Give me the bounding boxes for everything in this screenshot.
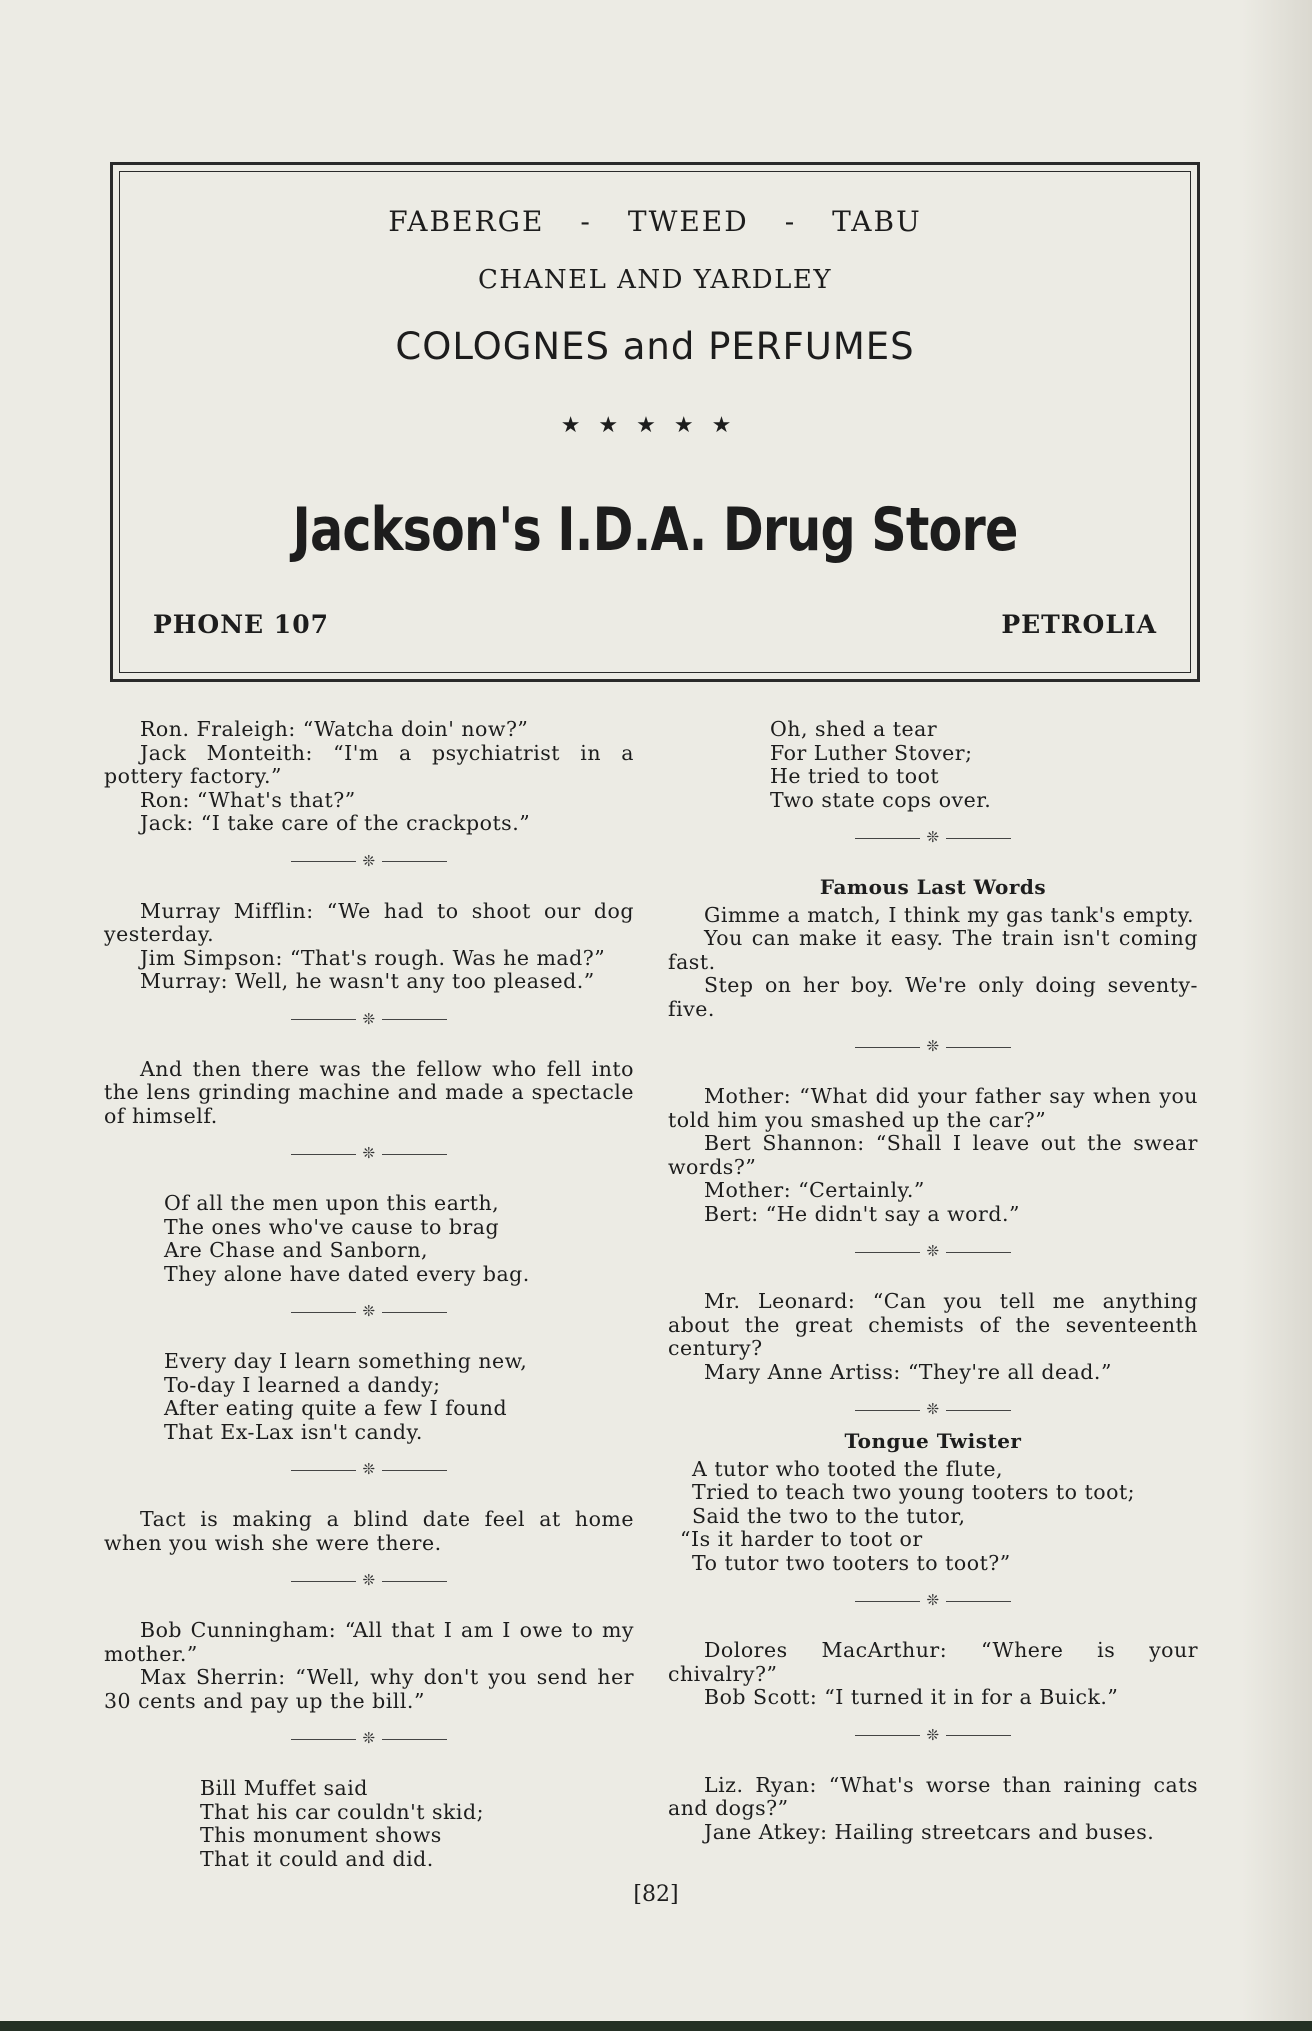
verse-line: This monument shows <box>200 1823 442 1847</box>
joke-line: Murray: Well, he wasn't any too pleased.” <box>140 969 595 993</box>
verse-line: A tutor who tooted the flute, <box>692 1456 1004 1481</box>
verse-line: That Ex-Lax isn't candy. <box>164 1419 423 1444</box>
section-divider: ❊ <box>668 1035 1198 1057</box>
joke-line: Bob Cunningham: “All that I am I owe to my mother.” <box>104 1618 634 1666</box>
section-divider: ❊ <box>668 1240 1198 1262</box>
joke-chemists <box>668 1290 1198 1384</box>
verse-line: Two state cops over. <box>770 787 992 812</box>
joke-line: Ron. Fraleigh: “Watcha doin' now?” <box>140 717 529 741</box>
section-divider: ❊ <box>104 1727 634 1749</box>
joke-line: Mother: “Certainly.” <box>704 1178 925 1202</box>
verse-line: That his car couldn't skid; <box>200 1799 484 1824</box>
verse-line: Said the two to the tutor, <box>692 1503 966 1528</box>
verse-line: They alone have dated every bag. <box>164 1261 530 1286</box>
verse-line: Tried to teach two young tooters to toot; <box>692 1480 1136 1504</box>
verse-line: He tried to toot <box>770 764 940 788</box>
brand-separator: - <box>784 205 797 238</box>
brand-separator: - <box>580 205 592 238</box>
joke-line: Jack: “I take care of the crackpots.” <box>140 811 531 835</box>
verse-chase-sanborn <box>104 1192 634 1286</box>
section-divider: ❊ <box>104 1300 634 1322</box>
verse-line: To tutor two tooters to toot?” <box>692 1550 1011 1575</box>
heading-tongue-twister: Tongue Twister <box>844 1429 1022 1453</box>
joke-swear-words <box>668 1085 1198 1226</box>
joke-line: Bob Scott: “I turned it in for a Buick.” <box>704 1685 1119 1709</box>
page-number: [82] <box>633 1882 679 1907</box>
joke-line: Step on her boy. We're only doing seventy-five. <box>668 973 1198 1021</box>
verse-line: Oh, shed a tear <box>770 717 938 741</box>
section-divider: ❊ <box>104 1142 634 1164</box>
joke-crackpots <box>104 718 634 836</box>
joke-raining <box>668 1774 1198 1845</box>
section-divider: ❊ <box>668 826 1198 848</box>
verse-line: For Luther Stover; <box>770 740 973 765</box>
verse-line: After eating quite a few I found <box>164 1396 508 1420</box>
verse-line: Every day I learn something new, <box>164 1349 528 1373</box>
joke-line: Bert: “He didn't say a word.” <box>704 1201 1020 1226</box>
joke-line: Mother: “What did your father say when you told him you smashed up the car?” <box>668 1084 1198 1132</box>
tongue-twister <box>668 1458 1198 1576</box>
section-divider: ❊ <box>104 1008 634 1030</box>
joke-line: Dolores MacArthur: “Where is your chivalry?” <box>668 1638 1198 1686</box>
joke-line: Mary Anne Artiss: “They're all dead.” <box>704 1359 1112 1384</box>
verse-line: Bill Muffet said <box>200 1776 368 1800</box>
joke-line: Max Sherrin: “Well, why don't you send her 30 cents and pay up the bill.” <box>104 1665 634 1713</box>
joke-line: Jack Monteith: “I'm a psychiatrist in a pottery factory.” <box>104 740 634 788</box>
joke-line: Murray Mifflin: “We had to shoot our dog yesterday. <box>104 898 634 946</box>
section-divider: ❊ <box>668 1724 1198 1746</box>
brand-tweed: TWEED <box>627 205 749 238</box>
joke-chivalry <box>668 1639 1198 1710</box>
page-edge-shadow <box>1242 0 1312 2031</box>
verse-line: Are Chase and Sanborn, <box>164 1238 429 1262</box>
verse-line: To-day I learned a dandy; <box>164 1372 441 1397</box>
verse-ex-lax <box>104 1350 634 1444</box>
section-divider: ❊ <box>104 1569 634 1591</box>
verse-line: That it could and did. <box>200 1846 434 1871</box>
heading-famous-last-words: Famous Last Words <box>819 875 1047 899</box>
joke-line: Mr. Leonard: “Can you tell me anything about the great chemists of the seventeenth century? <box>668 1289 1198 1360</box>
verse-line: “Is it harder to toot or <box>680 1527 923 1551</box>
joke-line: Liz. Ryan: “What's worse than raining cats and dogs?” <box>668 1772 1198 1820</box>
section-divider: ❊ <box>668 1398 1198 1420</box>
ad-store-name: Jackson's I.D.A. Drug Store <box>292 495 1018 565</box>
drug-store-advertisement <box>110 162 1200 682</box>
joke-line: Jane Atkey: Hailing streetcars and buses. <box>704 1819 1155 1844</box>
brand-tabu: TABU <box>832 205 922 238</box>
joke-spectacle: And then there was the fellow who fell into the lens grinding machine and made a spectacle of himself. <box>104 1056 634 1128</box>
ad-town: PETROLIA <box>1001 610 1157 639</box>
verse-line: The ones who've cause to brag <box>164 1214 500 1239</box>
verse-luther-stover <box>668 718 1198 812</box>
left-column <box>104 718 634 1871</box>
joke-dog <box>104 900 634 994</box>
scan-bottom-edge <box>0 2021 1312 2031</box>
right-column <box>668 718 1198 1844</box>
verse-bill-muffet <box>104 1777 634 1871</box>
joke-mother-bill <box>104 1619 634 1713</box>
joke-line: Jim Simpson: “That's rough. Was he mad?” <box>140 945 606 970</box>
ad-phone: PHONE 107 <box>153 610 329 639</box>
joke-line: You can make it easy. The train isn't coming fast. <box>668 926 1198 974</box>
section-divider: ❊ <box>668 1589 1198 1611</box>
joke-tact: Tact is making a blind date feel at home when you wish she were there. <box>104 1507 634 1555</box>
brand-faberge: FABERGE <box>388 205 545 238</box>
famous-last-words <box>668 904 1198 1022</box>
ad-chanel-line: CHANEL AND YARDLEY <box>478 265 832 295</box>
verse-line: Of all the men upon this earth, <box>164 1191 500 1215</box>
ad-stars: ★★★★★ <box>560 413 750 438</box>
ad-colognes-line: COLOGNES and PERFUMES <box>395 325 915 368</box>
joke-line: Ron: “What's that?” <box>140 787 356 812</box>
section-divider: ❊ <box>104 850 634 872</box>
joke-line: Gimme a match, I think my gas tank's empty. <box>704 902 1195 927</box>
joke-line: Bert Shannon: “Shall I leave out the swear words?” <box>668 1131 1198 1179</box>
ad-brand-line <box>113 205 1197 238</box>
section-divider: ❊ <box>104 1458 634 1480</box>
